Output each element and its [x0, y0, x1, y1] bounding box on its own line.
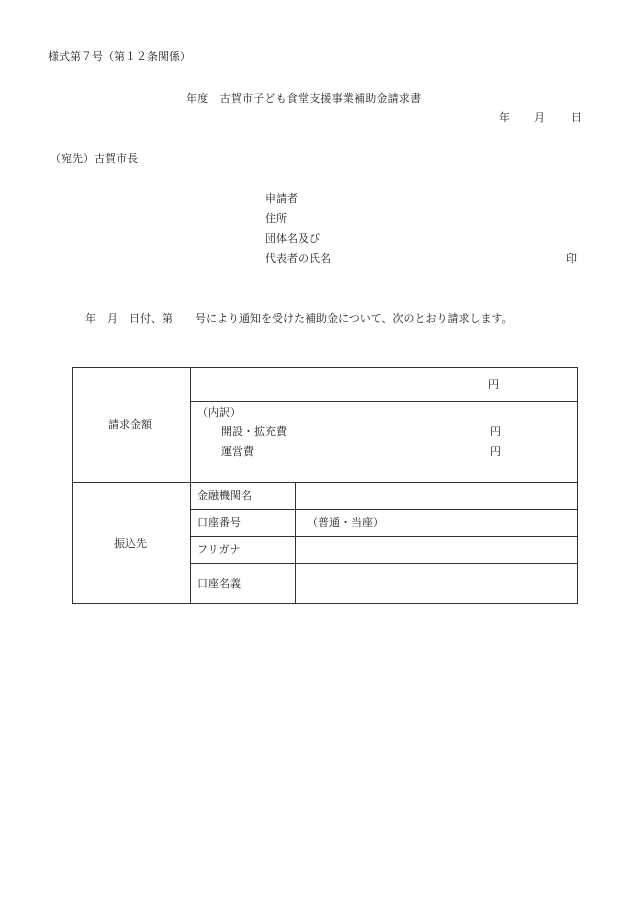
- addressee: （宛先）古賀市長: [50, 152, 138, 165]
- representative-name-label: 代表者の氏名: [265, 252, 331, 265]
- label-column-divider: [190, 367, 191, 604]
- organization-name-label: 団体名及び: [265, 232, 320, 245]
- account-row-divider: [190, 536, 578, 537]
- address-label: 住所: [265, 212, 287, 225]
- total-yen-unit: 円: [488, 378, 499, 391]
- bank-row-divider: [190, 509, 578, 510]
- operating-cost-label: 運営費: [221, 445, 254, 458]
- amount-row-divider: [190, 401, 578, 402]
- account-holder-label: 口座名義: [197, 577, 241, 590]
- request-statement: 年 月 日付、第 号により通知を受けた補助金について、次のとおり請求します。: [85, 312, 513, 325]
- applicant-label: 申請者: [265, 192, 298, 205]
- operating-yen-unit: 円: [490, 445, 501, 458]
- transfer-destination-label: 振込先: [114, 537, 147, 550]
- breakdown-label: （内訳）: [197, 406, 241, 419]
- account-type-option: （普通・当座）: [307, 516, 384, 529]
- setup-yen-unit: 円: [490, 425, 501, 438]
- setup-cost-label: 開設・拡充費: [221, 425, 287, 438]
- section-divider: [72, 482, 578, 483]
- seal-mark: 印: [566, 252, 577, 265]
- furigana-label: フリガナ: [197, 543, 241, 556]
- date-day: 日: [571, 111, 582, 124]
- date-month: 月: [534, 111, 545, 124]
- furigana-row-divider: [190, 563, 578, 564]
- form-number: 様式第７号（第１２条関係）: [48, 50, 191, 63]
- claim-amount-label: 請求金額: [108, 418, 152, 431]
- date-year: 年: [499, 111, 510, 124]
- bank-name-label: 金融機関名: [197, 489, 252, 502]
- transfer-value-divider: [295, 482, 296, 604]
- document-title: 年度 古賀市子ども食堂支援事業補助金請求書: [186, 92, 422, 105]
- account-number-label: 口座番号: [197, 516, 241, 529]
- table-frame: [72, 367, 578, 604]
